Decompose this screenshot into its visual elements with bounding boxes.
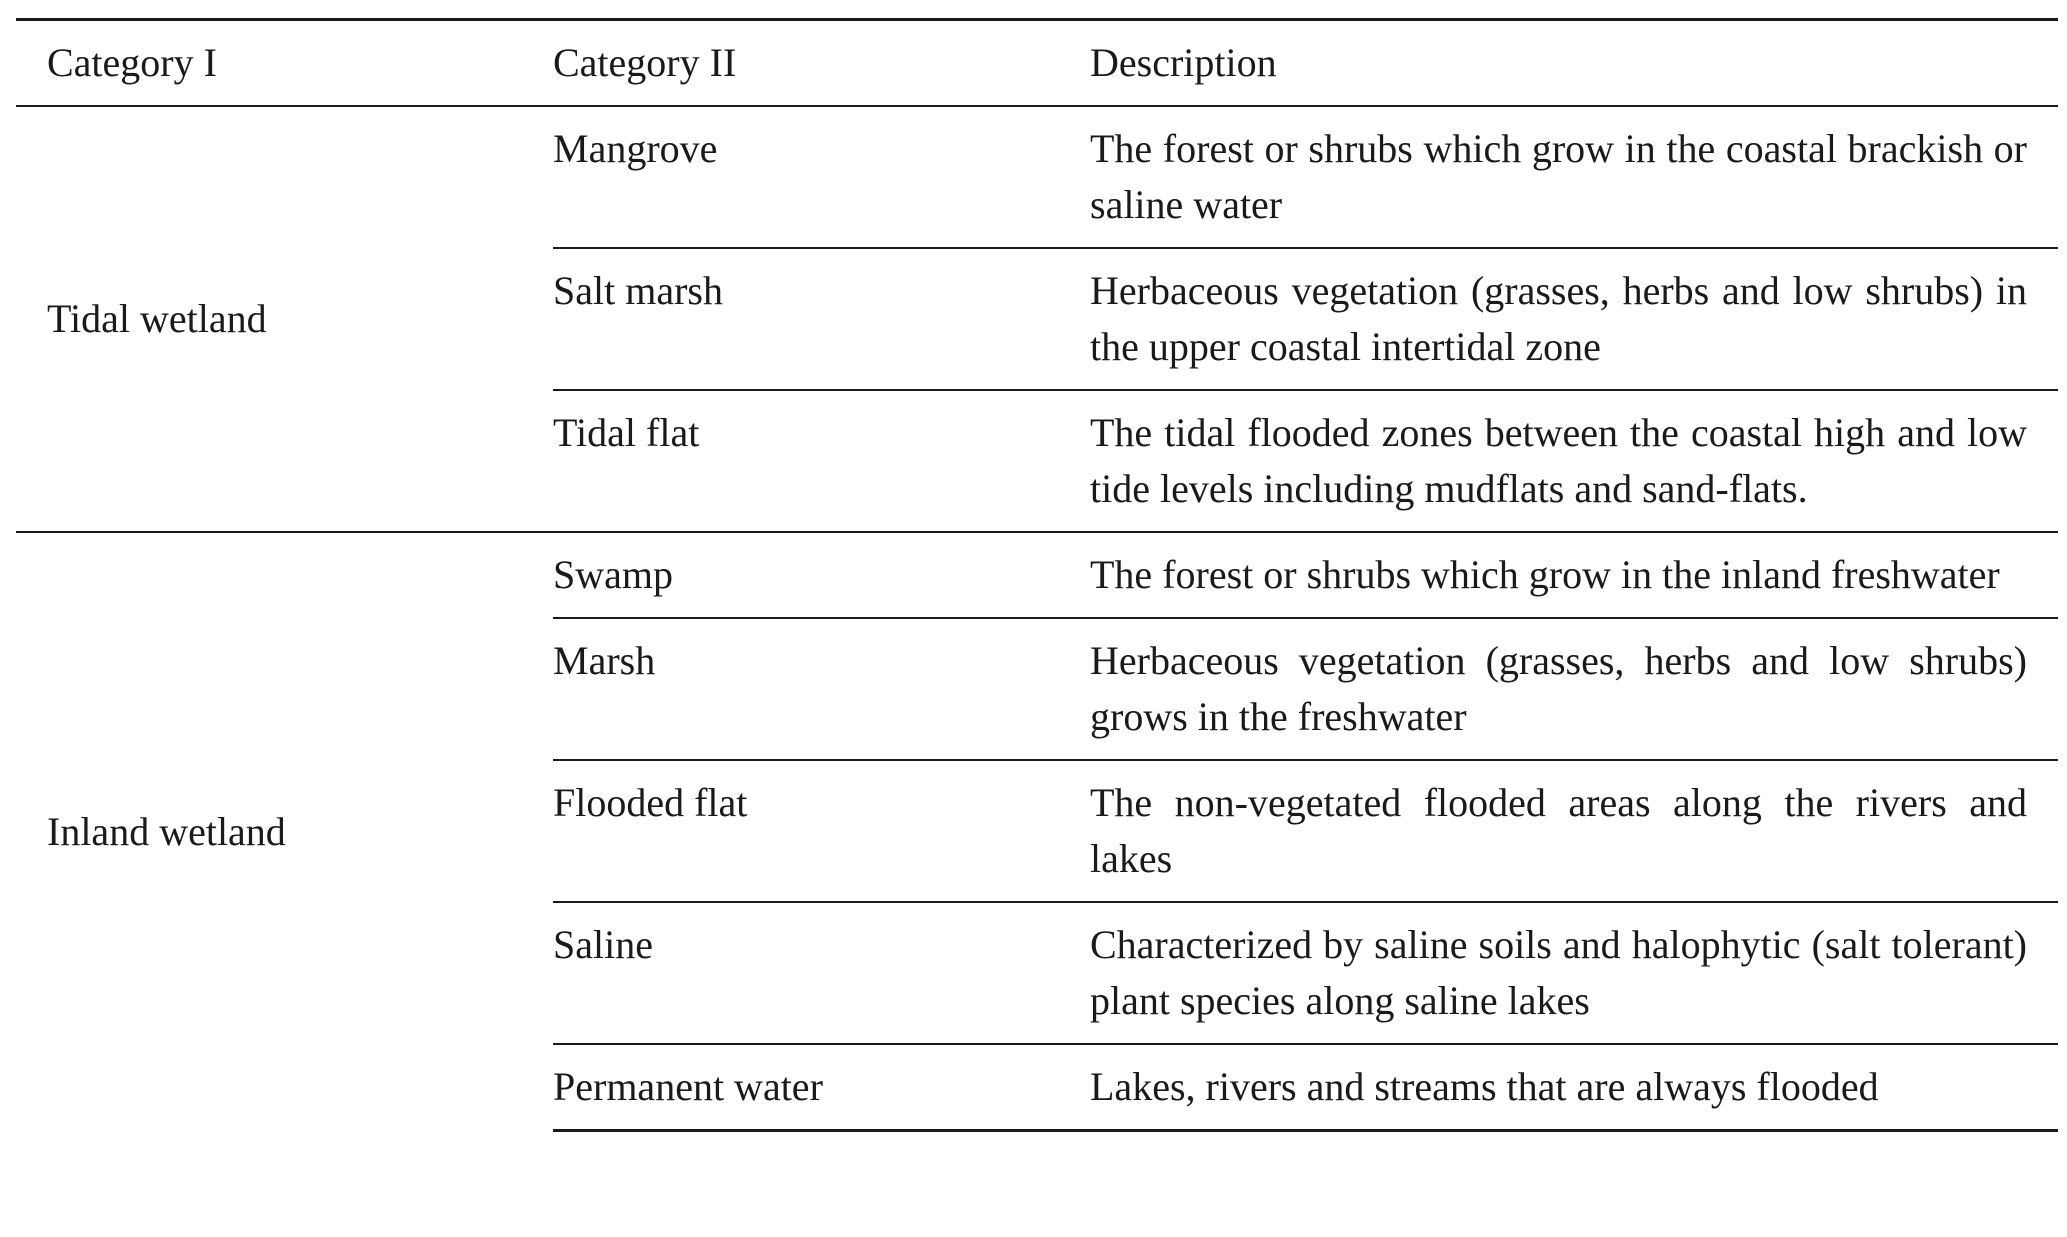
description-cell: Characterized by saline soils and halophytic (salt tolerant) plant species along saline lakes [1090,902,2058,1044]
wetland-classification-table [16,18,2058,1132]
category-ii-cell: Mangrove [553,126,718,171]
description-cell: The forest or shrubs which grow in the inland freshwater [1090,532,2058,618]
header-row [16,20,2058,107]
category-ii-cell: Swamp [553,532,1090,618]
description-cell: The non-vegetated flooded areas along the rivers and lakes [1090,760,2058,902]
description-cell: Lakes, rivers and streams that are always flooded [1090,1044,2058,1131]
header-description: Description [1090,40,1277,85]
table-row [16,106,2058,248]
category-ii-cell: Permanent water [553,1044,1090,1131]
category-i-cell: Inland wetland [16,532,553,1131]
table-body [16,106,2058,1131]
header-category-ii: Category II [553,40,737,85]
category-ii-cell: Tidal flat [553,390,1090,532]
description-cell: The forest or shrubs which grow in the coastal brackish or saline water [1090,126,2027,227]
table-row [16,532,2058,618]
table-header [16,20,2058,107]
description-cell: Herbaceous vegetation (grasses, herbs and low shrubs) in the upper coastal intertidal zone [1090,248,2058,390]
description-cell: The tidal flooded zones between the coastal high and low tide levels including mudflats and sand-flats. [1090,390,2058,532]
category-ii-cell: Salt marsh [553,248,1090,390]
category-ii-cell: Saline [553,902,1090,1044]
description-cell: Herbaceous vegetation (grasses, herbs and low shrubs) grows in the freshwater [1090,618,2058,760]
category-i-cell: Tidal wetland [47,296,267,341]
category-ii-cell: Marsh [553,618,1090,760]
header-category-i: Category I [47,40,217,85]
category-ii-cell: Flooded flat [553,760,1090,902]
